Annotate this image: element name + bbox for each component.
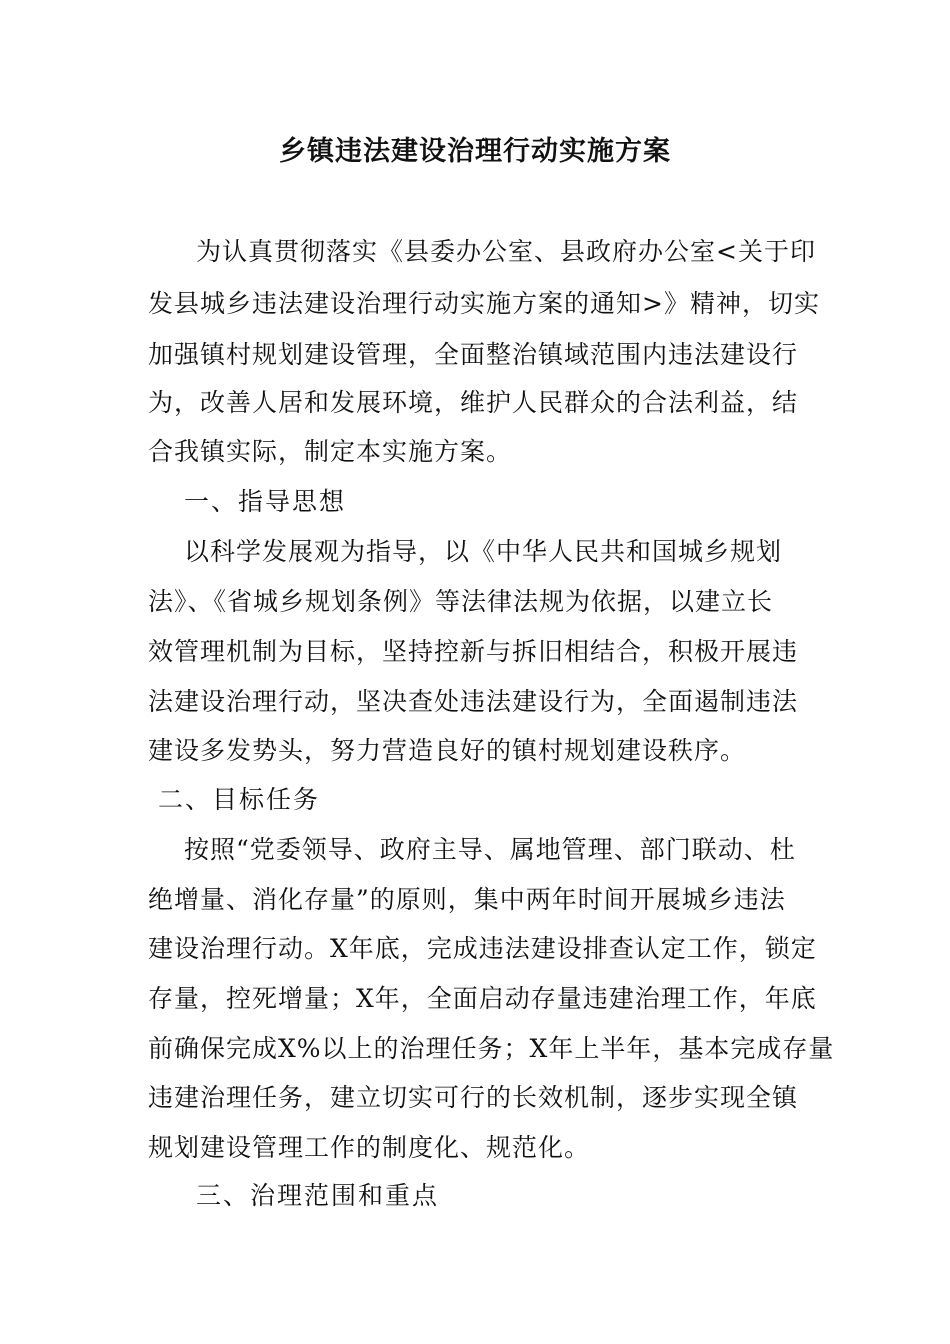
section-1-heading: 一、指导思想: [184, 487, 347, 516]
section-2-line-5: 前确保完成X%以上的治理任务；X年上半年，基本完成存量: [148, 1034, 835, 1063]
section-1-line-5: 建设多发势头，努力营造良好的镇村规划建设秩序。: [148, 736, 747, 765]
section-2-line-6: 违建治理任务，建立切实可行的长效机制，逐步实现全镇: [148, 1083, 799, 1112]
section-2-heading: 二、目标任务: [158, 785, 321, 814]
section-1-line-4: 法建设治理行动，坚决查处违法建设行为，全面遏制违法: [148, 687, 799, 716]
intro-line-3: 加强镇村规划建设管理，全面整治镇域范围内违法建设行: [148, 340, 799, 369]
section-1-line-3: 效管理机制为目标，坚持控新与拆旧相结合，积极开展违: [148, 637, 799, 666]
intro-line-1: 为认真贯彻落实《县委办公室、县政府办公室<关于印: [196, 237, 816, 266]
section-1-line-2: 法》、《省城乡规划条例》等法律法规为依据，以建立长: [148, 587, 774, 616]
section-2-line-1: 按照“党委领导、政府主导、属地管理、部门联动、杜: [184, 835, 796, 864]
section-3-heading: 三、治理范围和重点: [196, 1181, 440, 1210]
section-2-line-2: 绝增量、消化存量”的原则，集中两年时间开展城乡违法: [148, 885, 786, 914]
section-2-line-4: 存量，控死增量；X年，全面启动存量违建治理工作，年底: [148, 984, 817, 1013]
intro-line-4: 为，改善人居和发展环境，维护人民群众的合法利益，结: [148, 388, 799, 417]
section-2-line-3: 建设治理行动。X年底，完成违法建设排查认定工作，锁定: [148, 934, 817, 963]
intro-line-2: 发县城乡违法建设治理行动实施方案的通知>》精神，切实: [148, 289, 820, 318]
intro-line-5: 合我镇实际，制定本实施方案。: [148, 437, 513, 466]
section-2-line-7: 规划建设管理工作的制度化、规范化。: [148, 1133, 591, 1162]
section-1-line-1: 以科学发展观为指导，以《中华人民共和国城乡规划: [184, 537, 783, 566]
document-title: 乡镇违法建设治理行动实施方案: [279, 136, 671, 167]
